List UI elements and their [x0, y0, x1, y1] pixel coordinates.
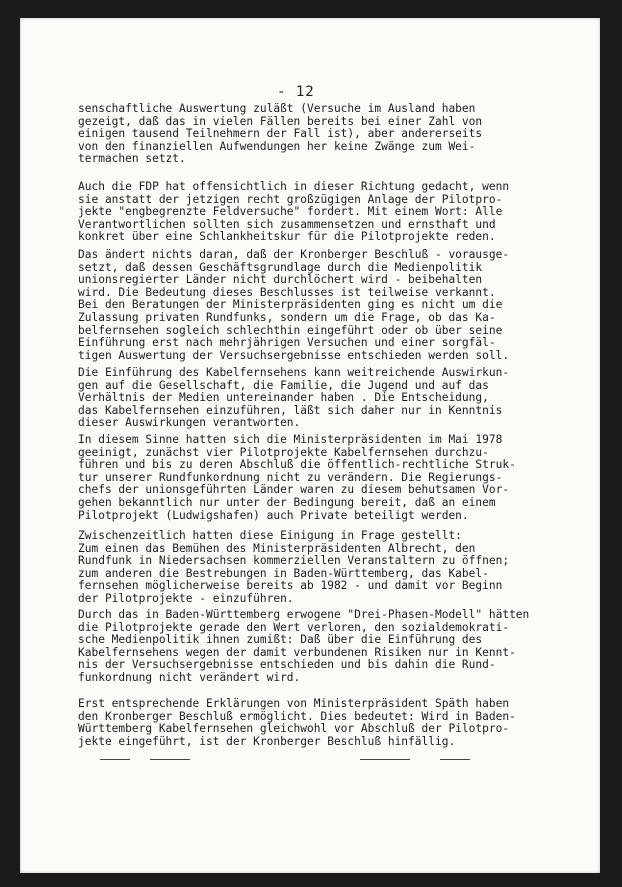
text-line: gehen bekanntlich nur unter der Bedingung bereit, daß an einem: [78, 495, 496, 509]
text-line: Pilotprojekt (Ludwigshafen) auch Private beteiligt werden.: [78, 508, 469, 522]
text-line: Auch die FDP hat offensichtlich in dieser Richtung gedacht, wenn: [78, 180, 510, 193]
paragraph-1: [78, 103, 548, 166]
scan-artifact-rule: [100, 759, 130, 760]
scan-artifact-rule: [360, 759, 410, 760]
scan-artifact-rule: [150, 759, 190, 760]
text-line: unionsregierter Länder nicht durchlöchert wird - beibehalten: [78, 273, 483, 287]
text-line: Einführung erst nach mehrjährigen Versuchen und einer sorgfäl-: [78, 336, 496, 350]
text-line: setzt, daß dessen Geschäftsgrundlage durch die Medienpolitik: [78, 260, 483, 274]
text-line: Verhältnis der Medien untereinander haben . Die Entscheidung,: [78, 391, 489, 405]
paragraph-5: [78, 434, 548, 522]
paragraph-6: [78, 530, 548, 606]
text-line: dieser Auswirkungen verantworten.: [78, 416, 301, 430]
paragraph-4: [78, 367, 548, 430]
text-line: das Kabelfernsehen einzuführen, läßt sich daher nur in Kenntnis: [78, 403, 503, 417]
text-line: Verantwortlichen sollten sich zusammensetzen und ernsthaft und: [78, 217, 496, 231]
text-line: chefs der unionsgeführten Länder waren zu diesem behutsamen Vor-: [78, 483, 510, 497]
text-line: der Pilotprojekte - einzuführen.: [78, 591, 294, 605]
text-line: gezeigt, daß das in vielen Fällen bereits bei einer Zahl von: [78, 114, 483, 128]
text-line: Die Einführung des Kabelfernsehens kann weitreichende Auswirkun-: [78, 366, 510, 379]
text-line: wird. Die Bedeutung dieses Beschlusses ist teilweise verkannt.: [78, 285, 496, 299]
text-line: sie anstatt der jetzigen recht großzügigen Anlage der Pilotpro-: [78, 192, 503, 206]
text-line: Württemberg Kabelfernsehen gleichwohl vor Abschluß der Pilotpro-: [78, 722, 510, 736]
text-line: führen und bis zu deren Abschluß die öffentlich-rechtliche Struk-: [78, 458, 516, 472]
text-line: Kabelfernsehens wegen der damit verbundenen Risiken nur in Kennt-: [78, 645, 516, 659]
text-line: termachen setzt.: [78, 152, 186, 166]
text-line: Zwischenzeitlich hatten diese Einigung in Frage gestellt:: [78, 529, 462, 542]
paragraph-7: [78, 609, 548, 685]
text-line: einigen tausend Teilnehmern der Fall ist), aber andererseits: [78, 127, 483, 141]
text-line: sche Medienpolitik ihnen zumißt: Daß über die Einführung des: [78, 633, 483, 647]
text-line: Rundfunk in Niedersachsen kommerziellen Veranstaltern zu öffnen;: [78, 554, 510, 568]
text-line: Zum einen das Bemühen des Ministerpräsidenten Albrecht, den: [78, 541, 476, 555]
paragraph-8: [78, 698, 548, 748]
text-line: belfernsehen sogleich schlechthin eingeführt oder ob über seine: [78, 323, 503, 337]
text-line: jekte "engbegrenzte Feldversuche" fordert. Mit einem Wort: Alle: [78, 205, 503, 219]
text-line: den Kronberger Beschluß ermöglicht. Dies bedeutet: Wird in Baden-: [78, 709, 516, 723]
text-line: tur unserer Rundfunkordnung nicht zu verändern. Die Regierungs-: [78, 470, 503, 484]
text-line: tigen Auswertung der Versuchsergebnisse entschieden werden soll.: [78, 348, 510, 362]
text-line: Zulassung privaten Rundfunks, sondern um die Frage, ob das Ka-: [78, 310, 496, 324]
page-number: - 12: [277, 84, 315, 100]
text-line: senschaftliche Auswertung zuläßt (Versuche im Ausland haben: [78, 102, 476, 115]
text-line: die Pilotprojekte gerade den Wert verloren, den sozialdemokrati-: [78, 620, 510, 634]
text-line: zum anderen die Bestrebungen in Baden-Württemberg, das Kabel-: [78, 566, 489, 580]
text-line: Durch das in Baden-Württemberg erwogene "Drei-Phasen-Modell" hätten: [78, 608, 530, 621]
text-line: In diesem Sinne hatten sich die Ministerpräsidenten im Mai 1978: [78, 433, 503, 446]
text-line: geeinigt, zunächst vier Pilotprojekte Kabelfernsehen durchzu-: [78, 445, 489, 459]
text-line: Bei den Beratungen der Ministerpräsidenten ging es nicht um die: [78, 298, 503, 312]
text-line: funkordnung nicht verändert wird.: [78, 670, 301, 684]
paragraph-2: [78, 181, 548, 244]
text-line: Erst entsprechende Erklärungen von Ministerpräsident Späth haben: [78, 697, 510, 710]
text-line: Das ändert nichts daran, daß der Kronberger Beschluß - vorausge-: [78, 248, 510, 261]
text-line: von den finanziellen Aufwendungen her keine Zwänge zum Wei-: [78, 139, 476, 153]
paragraph-3: [78, 249, 548, 362]
text-line: fernsehen möglicherweise bereits ab 1982 - und damit vor Beginn: [78, 579, 503, 593]
text-line: gen auf die Gesellschaft, die Familie, die Jugend und auf das: [78, 378, 489, 392]
text-line: nis der Versuchsergebnisse entschieden und bis dahin die Rund-: [78, 658, 496, 672]
scan-artifact-rule: [440, 759, 470, 760]
text-line: jekte eingeführt, ist der Kronberger Beschluß hinfällig.: [78, 734, 456, 748]
text-line: konkret über eine Schlankheitskur für die Pilotprojekte reden.: [78, 230, 496, 244]
